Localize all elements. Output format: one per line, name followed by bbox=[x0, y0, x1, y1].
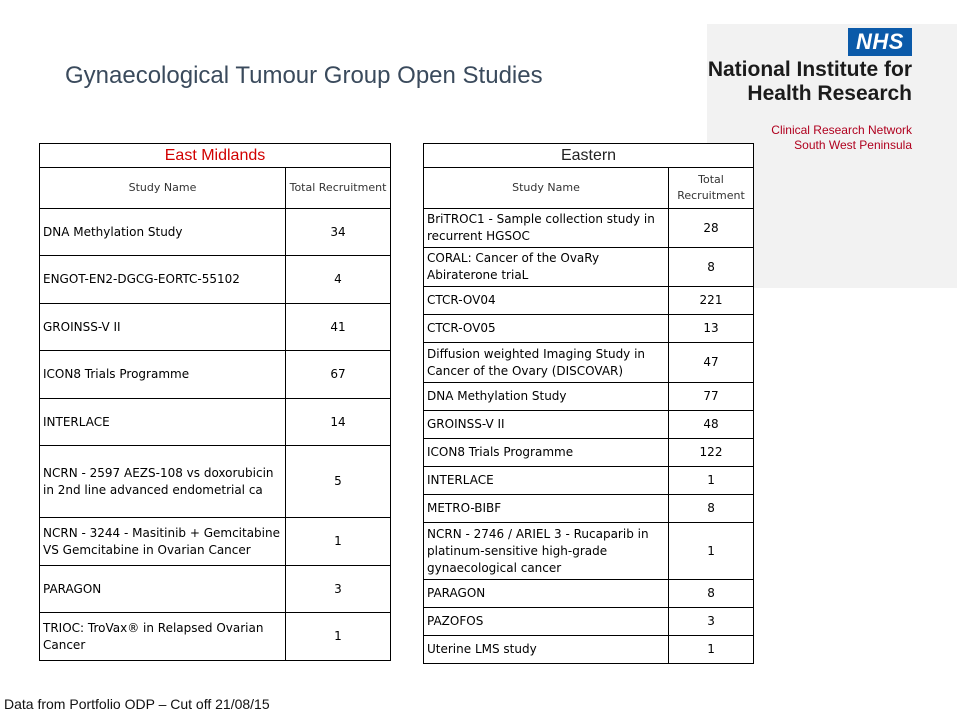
total-recruitment-cell: 1 bbox=[669, 523, 754, 580]
study-name-cell: CORAL: Cancer of the OvaRy Abiraterone triaL bbox=[424, 248, 669, 287]
table-row bbox=[40, 613, 391, 661]
page-title: Gynaecological Tumour Group Open Studies bbox=[65, 62, 543, 89]
east-midlands-body bbox=[40, 209, 391, 661]
table-row bbox=[40, 351, 391, 399]
total-recruitment-cell: 5 bbox=[286, 446, 391, 518]
study-name-cell: DNA Methylation Study bbox=[424, 383, 669, 411]
total-recruitment-cell: 48 bbox=[669, 411, 754, 439]
logo-line-2: Health Research bbox=[747, 82, 912, 105]
region-title: Eastern bbox=[424, 144, 754, 168]
study-name-cell: DNA Methylation Study bbox=[40, 209, 286, 256]
study-name-cell: NCRN - 2597 AEZS-108 vs doxorubicin in 2nd line advanced endometrial ca bbox=[40, 446, 286, 518]
table-row bbox=[40, 518, 391, 566]
study-name-cell: INTERLACE bbox=[424, 467, 669, 495]
total-recruitment-cell: 1 bbox=[286, 613, 391, 661]
total-recruitment-cell: 34 bbox=[286, 209, 391, 256]
study-name-cell: PAZOFOS bbox=[424, 608, 669, 636]
total-recruitment-cell: 14 bbox=[286, 399, 391, 446]
column-header-study: Study Name bbox=[40, 168, 286, 209]
table-row bbox=[424, 343, 754, 383]
logo-line-4: South West Peninsula bbox=[794, 138, 912, 152]
column-header-study: Study Name bbox=[424, 168, 669, 209]
column-header-total: Total Recruitment bbox=[669, 168, 754, 209]
table-row bbox=[40, 566, 391, 613]
study-name-cell: METRO-BIBF bbox=[424, 495, 669, 523]
table-row bbox=[424, 636, 754, 664]
study-name-cell: GROINSS-V II bbox=[40, 304, 286, 351]
study-name-cell: Diffusion weighted Imaging Study in Cancer of the Ovary (DISCOVAR) bbox=[424, 343, 669, 383]
study-name-cell: GROINSS-V II bbox=[424, 411, 669, 439]
study-name-cell: ICON8 Trials Programme bbox=[424, 439, 669, 467]
study-name-cell: BriTROC1 - Sample collection study in recurrent HGSOC bbox=[424, 209, 669, 248]
table-row bbox=[424, 383, 754, 411]
table-row bbox=[424, 580, 754, 608]
eastern-table bbox=[423, 143, 754, 664]
table-row bbox=[424, 495, 754, 523]
total-recruitment-cell: 4 bbox=[286, 256, 391, 304]
table-row bbox=[424, 287, 754, 315]
table-row bbox=[424, 248, 754, 287]
total-recruitment-cell: 8 bbox=[669, 248, 754, 287]
table-row bbox=[40, 304, 391, 351]
total-recruitment-cell: 3 bbox=[669, 608, 754, 636]
footer-note: Data from Portfolio ODP – Cut off 21/08/15 bbox=[4, 696, 270, 712]
study-name-cell: INTERLACE bbox=[40, 399, 286, 446]
total-recruitment-cell: 28 bbox=[669, 209, 754, 248]
table-row bbox=[40, 256, 391, 304]
total-recruitment-cell: 122 bbox=[669, 439, 754, 467]
total-recruitment-cell: 3 bbox=[286, 566, 391, 613]
column-header-total: Total Recruitment bbox=[286, 168, 391, 209]
logo-line-3: Clinical Research Network bbox=[771, 123, 912, 137]
study-name-cell: PARAGON bbox=[424, 580, 669, 608]
table-row bbox=[40, 399, 391, 446]
table-row bbox=[424, 315, 754, 343]
table-row bbox=[424, 523, 754, 580]
study-name-cell: CTCR-OV04 bbox=[424, 287, 669, 315]
table-row bbox=[424, 608, 754, 636]
table-row bbox=[424, 467, 754, 495]
table-row bbox=[424, 209, 754, 248]
total-recruitment-cell: 8 bbox=[669, 495, 754, 523]
total-recruitment-cell: 67 bbox=[286, 351, 391, 399]
study-name-cell: PARAGON bbox=[40, 566, 286, 613]
region-title: East Midlands bbox=[40, 144, 391, 168]
study-name-cell: NCRN - 3244 - Masitinib + Gemcitabine VS Gemcitabine in Ovarian Cancer bbox=[40, 518, 286, 566]
logo-line-1: National Institute for bbox=[707, 58, 912, 81]
study-name-cell: CTCR-OV05 bbox=[424, 315, 669, 343]
total-recruitment-cell: 77 bbox=[669, 383, 754, 411]
eastern-body bbox=[424, 209, 754, 664]
study-name-cell: Uterine LMS study bbox=[424, 636, 669, 664]
total-recruitment-cell: 1 bbox=[669, 636, 754, 664]
table-row bbox=[40, 446, 391, 518]
total-recruitment-cell: 13 bbox=[669, 315, 754, 343]
study-name-cell: TRIOC: TroVax® in Relapsed Ovarian Cancer bbox=[40, 613, 286, 661]
table-row bbox=[424, 411, 754, 439]
table-row bbox=[40, 209, 391, 256]
total-recruitment-cell: 41 bbox=[286, 304, 391, 351]
east-midlands-table bbox=[39, 143, 391, 661]
nhs-logo: NHS bbox=[848, 28, 912, 56]
total-recruitment-cell: 221 bbox=[669, 287, 754, 315]
total-recruitment-cell: 47 bbox=[669, 343, 754, 383]
total-recruitment-cell: 1 bbox=[669, 467, 754, 495]
study-name-cell: ICON8 Trials Programme bbox=[40, 351, 286, 399]
table-row bbox=[424, 439, 754, 467]
total-recruitment-cell: 8 bbox=[669, 580, 754, 608]
study-name-cell: ENGOT-EN2-DGCG-EORTC-55102 bbox=[40, 256, 286, 304]
study-name-cell: NCRN - 2746 / ARIEL 3 - Rucaparib in platinum-sensitive high-grade gynaecological cancer bbox=[424, 523, 669, 580]
total-recruitment-cell: 1 bbox=[286, 518, 391, 566]
